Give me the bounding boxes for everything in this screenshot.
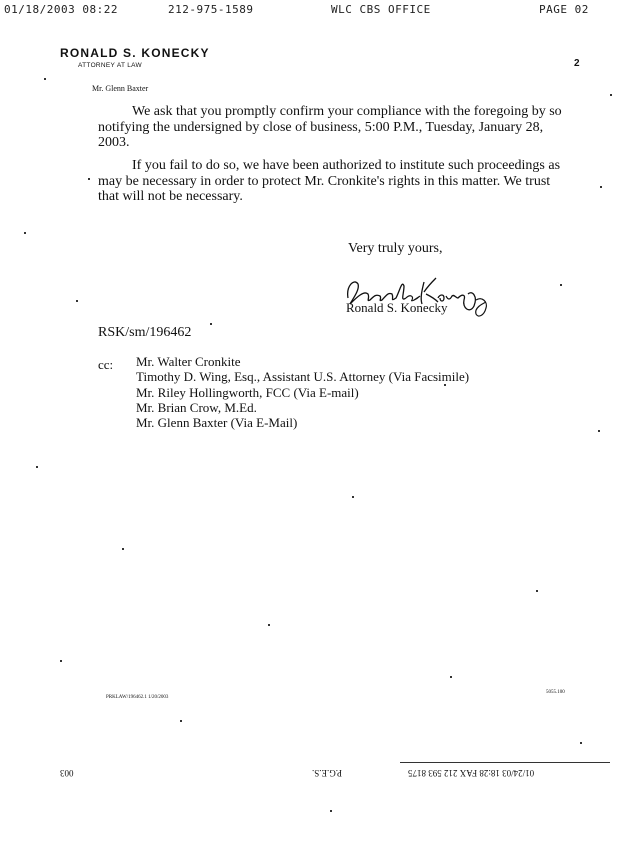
scan-speck <box>536 590 538 592</box>
cc-recipient: Mr. Glenn Baxter (Via E-Mail) <box>136 415 298 431</box>
scan-speck <box>330 810 332 812</box>
scan-speck <box>44 78 46 80</box>
reference-code: RSK/sm/196462 <box>98 325 192 340</box>
letterhead-subtitle: ATTORNEY AT LAW <box>78 62 142 69</box>
cc-recipient: Mr. Brian Crow, M.Ed. <box>136 399 257 415</box>
fax-page: PAGE 02 <box>539 3 589 16</box>
scan-speck <box>210 323 212 325</box>
scan-speck <box>598 430 600 432</box>
scan-speck <box>444 384 446 386</box>
footer-sender-code: P.G.E.S. <box>312 768 343 778</box>
addressee: Mr. Glenn Baxter <box>92 84 149 93</box>
scan-speck <box>76 300 78 302</box>
scan-speck <box>352 496 354 498</box>
scan-speck <box>268 624 270 626</box>
scan-speck <box>560 284 562 286</box>
cc-label: cc: <box>98 357 114 372</box>
scan-speck <box>122 548 124 550</box>
scan-speck <box>580 742 582 744</box>
footer-rule <box>400 762 610 763</box>
footer-fax-stamp: 01/24/03 18:28 FAX 212 593 8175 <box>408 768 535 778</box>
closing: Very truly yours, <box>348 241 443 256</box>
scan-speck <box>36 466 38 468</box>
cc-recipient: Timothy D. Wing, Esq., Assistant U.S. Attorney (Via Facsimile) <box>136 369 470 385</box>
fax-datetime: 01/18/2003 08:22 <box>4 3 118 16</box>
scan-speck <box>88 178 90 180</box>
paragraph-proceedings: If you fail to do so, we have been authorized to institute such proceedings as may be necessary in order to protect Mr. Cronkite's rights in this matter. We trust that will not be necessary. <box>98 158 561 205</box>
fax-phone: 212-975-1589 <box>168 3 254 16</box>
cc-recipients <box>136 354 469 430</box>
cc-recipient: Mr. Walter Cronkite <box>136 354 241 369</box>
scan-speck <box>450 676 452 678</box>
scan-speck <box>610 94 612 96</box>
fax-office: WLC CBS OFFICE <box>331 3 431 16</box>
signature-name: Ronald S. Konecky <box>346 300 448 315</box>
page-number: 2 <box>574 58 580 69</box>
cc-recipient: Mr. Riley Hollingworth, FCC (Via E-mail) <box>136 384 359 400</box>
paragraph-confirm: We ask that you promptly confirm your compliance with the foregoing by so notifying the undersigned by close of business, 5:00 P.M., Tuesday, January 28, 2003. <box>98 104 562 151</box>
scan-speck <box>180 720 182 722</box>
footer-page-code: 003 <box>60 768 74 778</box>
letterhead-name: RONALD S. KONECKY <box>60 46 210 60</box>
footer-code: 5055.100 <box>546 690 565 695</box>
scan-speck <box>24 232 26 234</box>
scan-speck <box>60 660 62 662</box>
footer-doc-id: PRKLAW/196462.1 1/20/2003 <box>106 695 169 700</box>
scan-speck <box>600 186 602 188</box>
